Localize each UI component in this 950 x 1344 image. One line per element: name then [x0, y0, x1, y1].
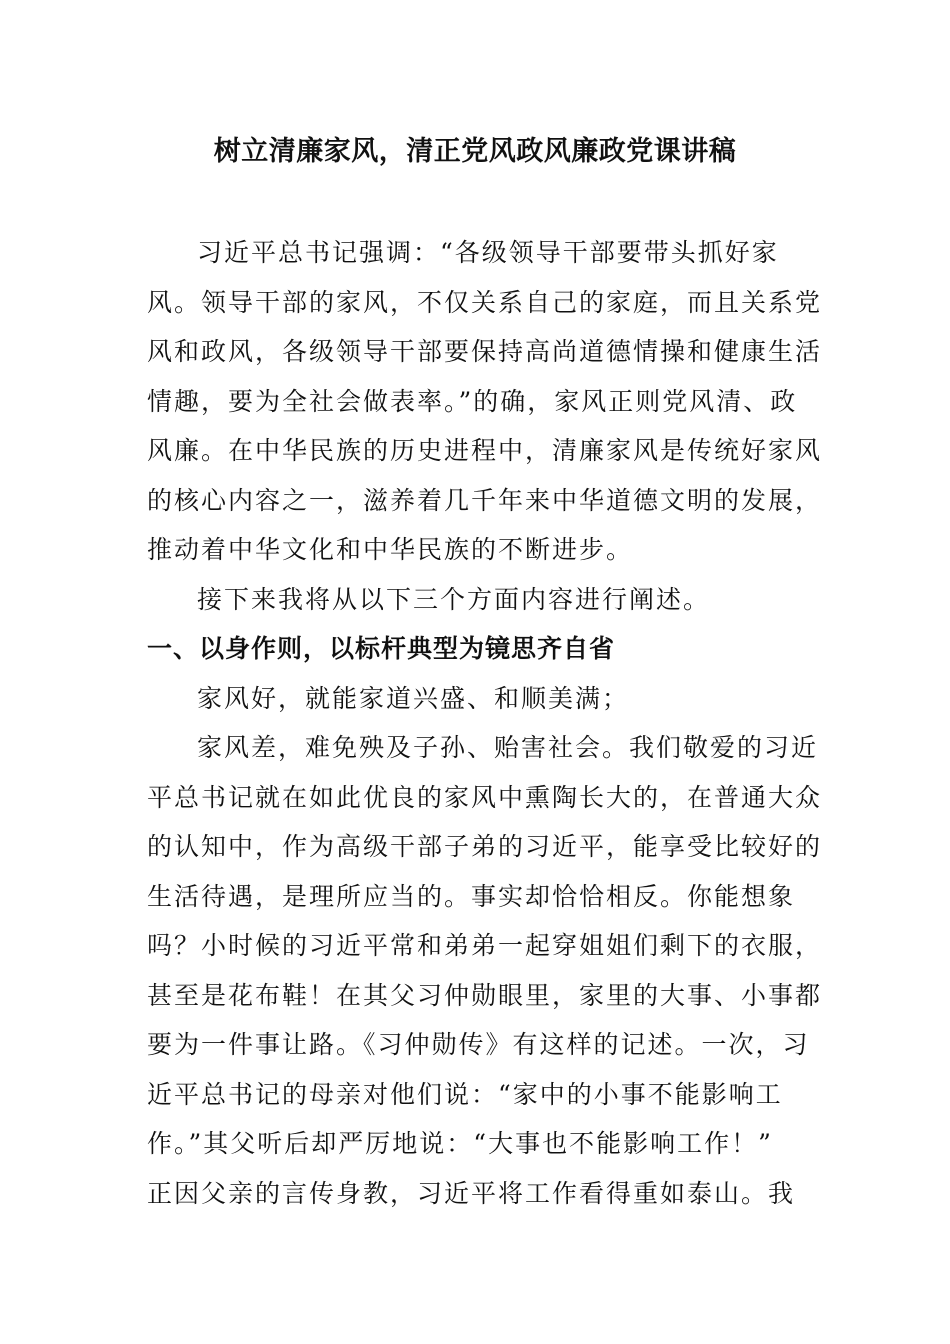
- paragraph-line: 情趣，要为全社会做表率。”的确，家风正则党风清、政: [147, 386, 798, 416]
- paragraph-line: 吗？小时候的习近平常和弟弟一起穿姐姐们剩下的衣服，: [147, 931, 823, 960]
- paragraph-line: 要为一件事让路。《习仲勋传》有这样的记述。一次，习: [147, 1030, 810, 1059]
- paragraph-line: 习近平总书记强调：“各级领导干部要带头抓好家: [197, 238, 779, 267]
- paragraph-line: 的核心内容之一，滋养着几千年来中华道德文明的发展，: [147, 485, 823, 515]
- paragraph-line: 家风差，难免殃及子孙、贻害社会。我们敬爱的习近: [197, 733, 819, 762]
- paragraph-line: 作。”其父听后却严厉地说：“大事也不能影响工作！”: [147, 1129, 773, 1158]
- paragraph-line: 风廉。在中华民族的历史进程中，清廉家风是传统好家风: [147, 436, 823, 465]
- paragraph-line: 接下来我将从以下三个方面内容进行阐述。: [197, 584, 711, 614]
- paragraph-line: 正因父亲的言传身教，习近平将工作看得重如泰山。我: [147, 1178, 796, 1208]
- paragraph-line: 生活待遇，是理所应当的。事实却恰恰相反。你能想象: [147, 881, 796, 911]
- document-title: 树立清廉家风，清正党风政风廉政党课讲稿: [213, 136, 737, 167]
- section-heading: 一、以身作则，以标杆典型为镜思齐自省: [147, 634, 616, 663]
- paragraph-line: 风和政风，各级领导干部要保持高尚道德情操和健康生活: [147, 337, 823, 366]
- paragraph-line: 推动着中华文化和中华民族的不断进步。: [147, 535, 634, 564]
- paragraph-line: 近平总书记的母亲对他们说：“家中的小事不能影响工: [147, 1079, 783, 1109]
- paragraph-line: 平总书记就在如此优良的家风中熏陶长大的，在普通大众: [147, 782, 823, 812]
- paragraph-line: 的认知中，作为高级干部子弟的习近平，能享受比较好的: [147, 832, 823, 861]
- paragraph-line: 风。领导干部的家风，不仅关系自己的家庭，而且关系党: [147, 287, 823, 317]
- paragraph-line: 家风好，就能家道兴盛、和顺美满；: [197, 683, 630, 713]
- paragraph-line: 甚至是花布鞋！在其父习仲勋眼里，家里的大事、小事都: [147, 980, 823, 1010]
- document-body: [147, 228, 823, 1218]
